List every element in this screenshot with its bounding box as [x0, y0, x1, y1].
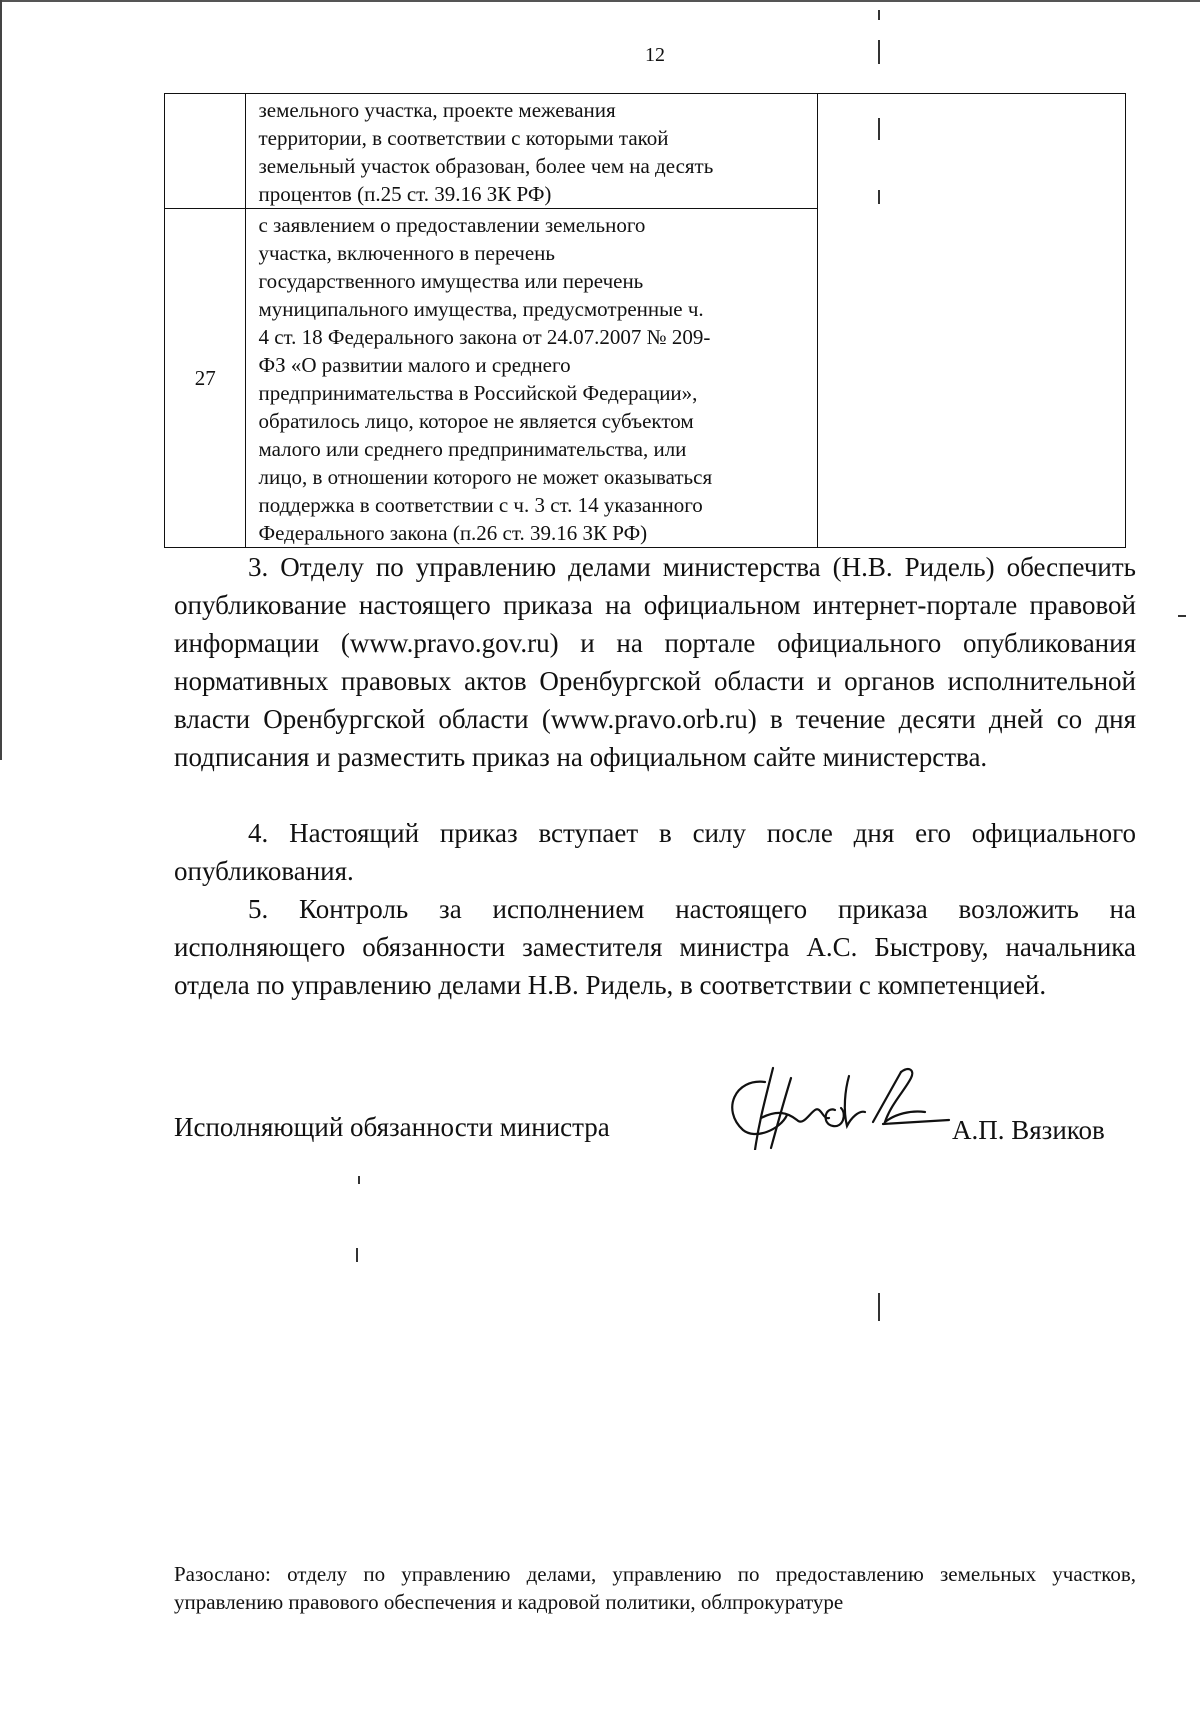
- table-row: [165, 94, 1126, 209]
- paragraph-item-3: [174, 548, 1136, 776]
- row-text-cell: [246, 209, 818, 548]
- scan-border-top: [0, 0, 1200, 2]
- paragraph-text: 3. Отделу по управлению делами министерства (Н.В. Ридель) обеспечить опубликование настоящего приказа на официальном интернет-портале правовой информации (www.pravo.gov.ru) и на портале официального опубликования нормативных правовых актов Оренбургской области и органов исполнительной власти Оренбургской области (www.pravo.orb.ru) в течение десяти дней со дня подписания и разместить приказ на официальном сайте министерства.: [174, 552, 1136, 772]
- cell-line: поддержка в соответствии с ч. 3 ст. 14 указанного: [258, 493, 703, 517]
- scan-speck: [1178, 615, 1186, 617]
- handwritten-signature-icon: [725, 1060, 955, 1150]
- cell-line: обратилось лицо, которое не является субъектом: [258, 409, 694, 433]
- cell-line: ФЗ «О развитии малого и среднего: [258, 353, 571, 377]
- cell-line: 4 ст. 18 Федерального закона от 24.07.2007 № 209-: [258, 325, 711, 349]
- cell-line: малого или среднего предпринимательства, или: [258, 437, 687, 461]
- empty-column-cell: [818, 94, 1126, 548]
- scan-speck: [878, 118, 880, 140]
- scan-speck: [878, 190, 880, 204]
- scan-speck: [356, 1248, 358, 1262]
- distribution-list: Разослано: отделу по управлению делами, управлению по предоставлению земельных участков, управлению правового обеспечения и кадровой политики, облпрокуратуре: [174, 1562, 1136, 1614]
- row-number-cell: [165, 94, 246, 209]
- cell-line: территории, в соответствии с которыми такой: [258, 126, 669, 150]
- cell-line: участка, включенного в перечень: [258, 241, 555, 265]
- cell-line: процентов (п.25 ст. 39.16 ЗК РФ): [258, 182, 552, 206]
- row-number-cell: 27: [165, 209, 246, 548]
- scan-speck: [878, 1293, 880, 1321]
- document-table: [164, 93, 1126, 548]
- paragraph-text: 5. Контроль за исполнением настоящего приказа возложить на исполняющего обязанности заместителя министра А.С. Быстрову, начальника отдела по управлению делами Н.В. Ридель, в соответствии с компетенцией.: [174, 894, 1136, 1000]
- paragraph-text: 4. Настоящий приказ вступает в силу после дня его официального опубликования.: [174, 818, 1136, 886]
- paragraph-item-4: [174, 814, 1136, 890]
- cell-line: земельного участка, проекте межевания: [258, 98, 616, 122]
- cell-line: лицо, в отношении которого не может оказываться: [258, 465, 713, 489]
- row-text-cell: [246, 94, 818, 209]
- signatory-position: Исполняющий обязанности министра: [174, 1112, 610, 1142]
- cell-line: Федерального закона (п.26 ст. 39.16 ЗК РФ): [258, 521, 648, 545]
- scan-speck: [878, 40, 880, 64]
- cell-line: государственного имущества или перечень: [258, 269, 644, 293]
- cell-line: с заявлением о предоставлении земельного: [258, 213, 646, 237]
- paragraph-item-5: [174, 890, 1136, 1004]
- scan-speck: [878, 10, 880, 20]
- page-number: 12: [645, 44, 665, 66]
- scan-border-left: [0, 0, 2, 760]
- cell-line: муниципального имущества, предусмотренные ч.: [258, 297, 704, 321]
- cell-line: земельный участок образован, более чем на десять: [258, 154, 714, 178]
- cell-line: предпринимательства в Российской Федерации»,: [258, 381, 698, 405]
- signatory-name: А.П. Вязиков: [952, 1115, 1105, 1145]
- scan-speck: [358, 1176, 360, 1184]
